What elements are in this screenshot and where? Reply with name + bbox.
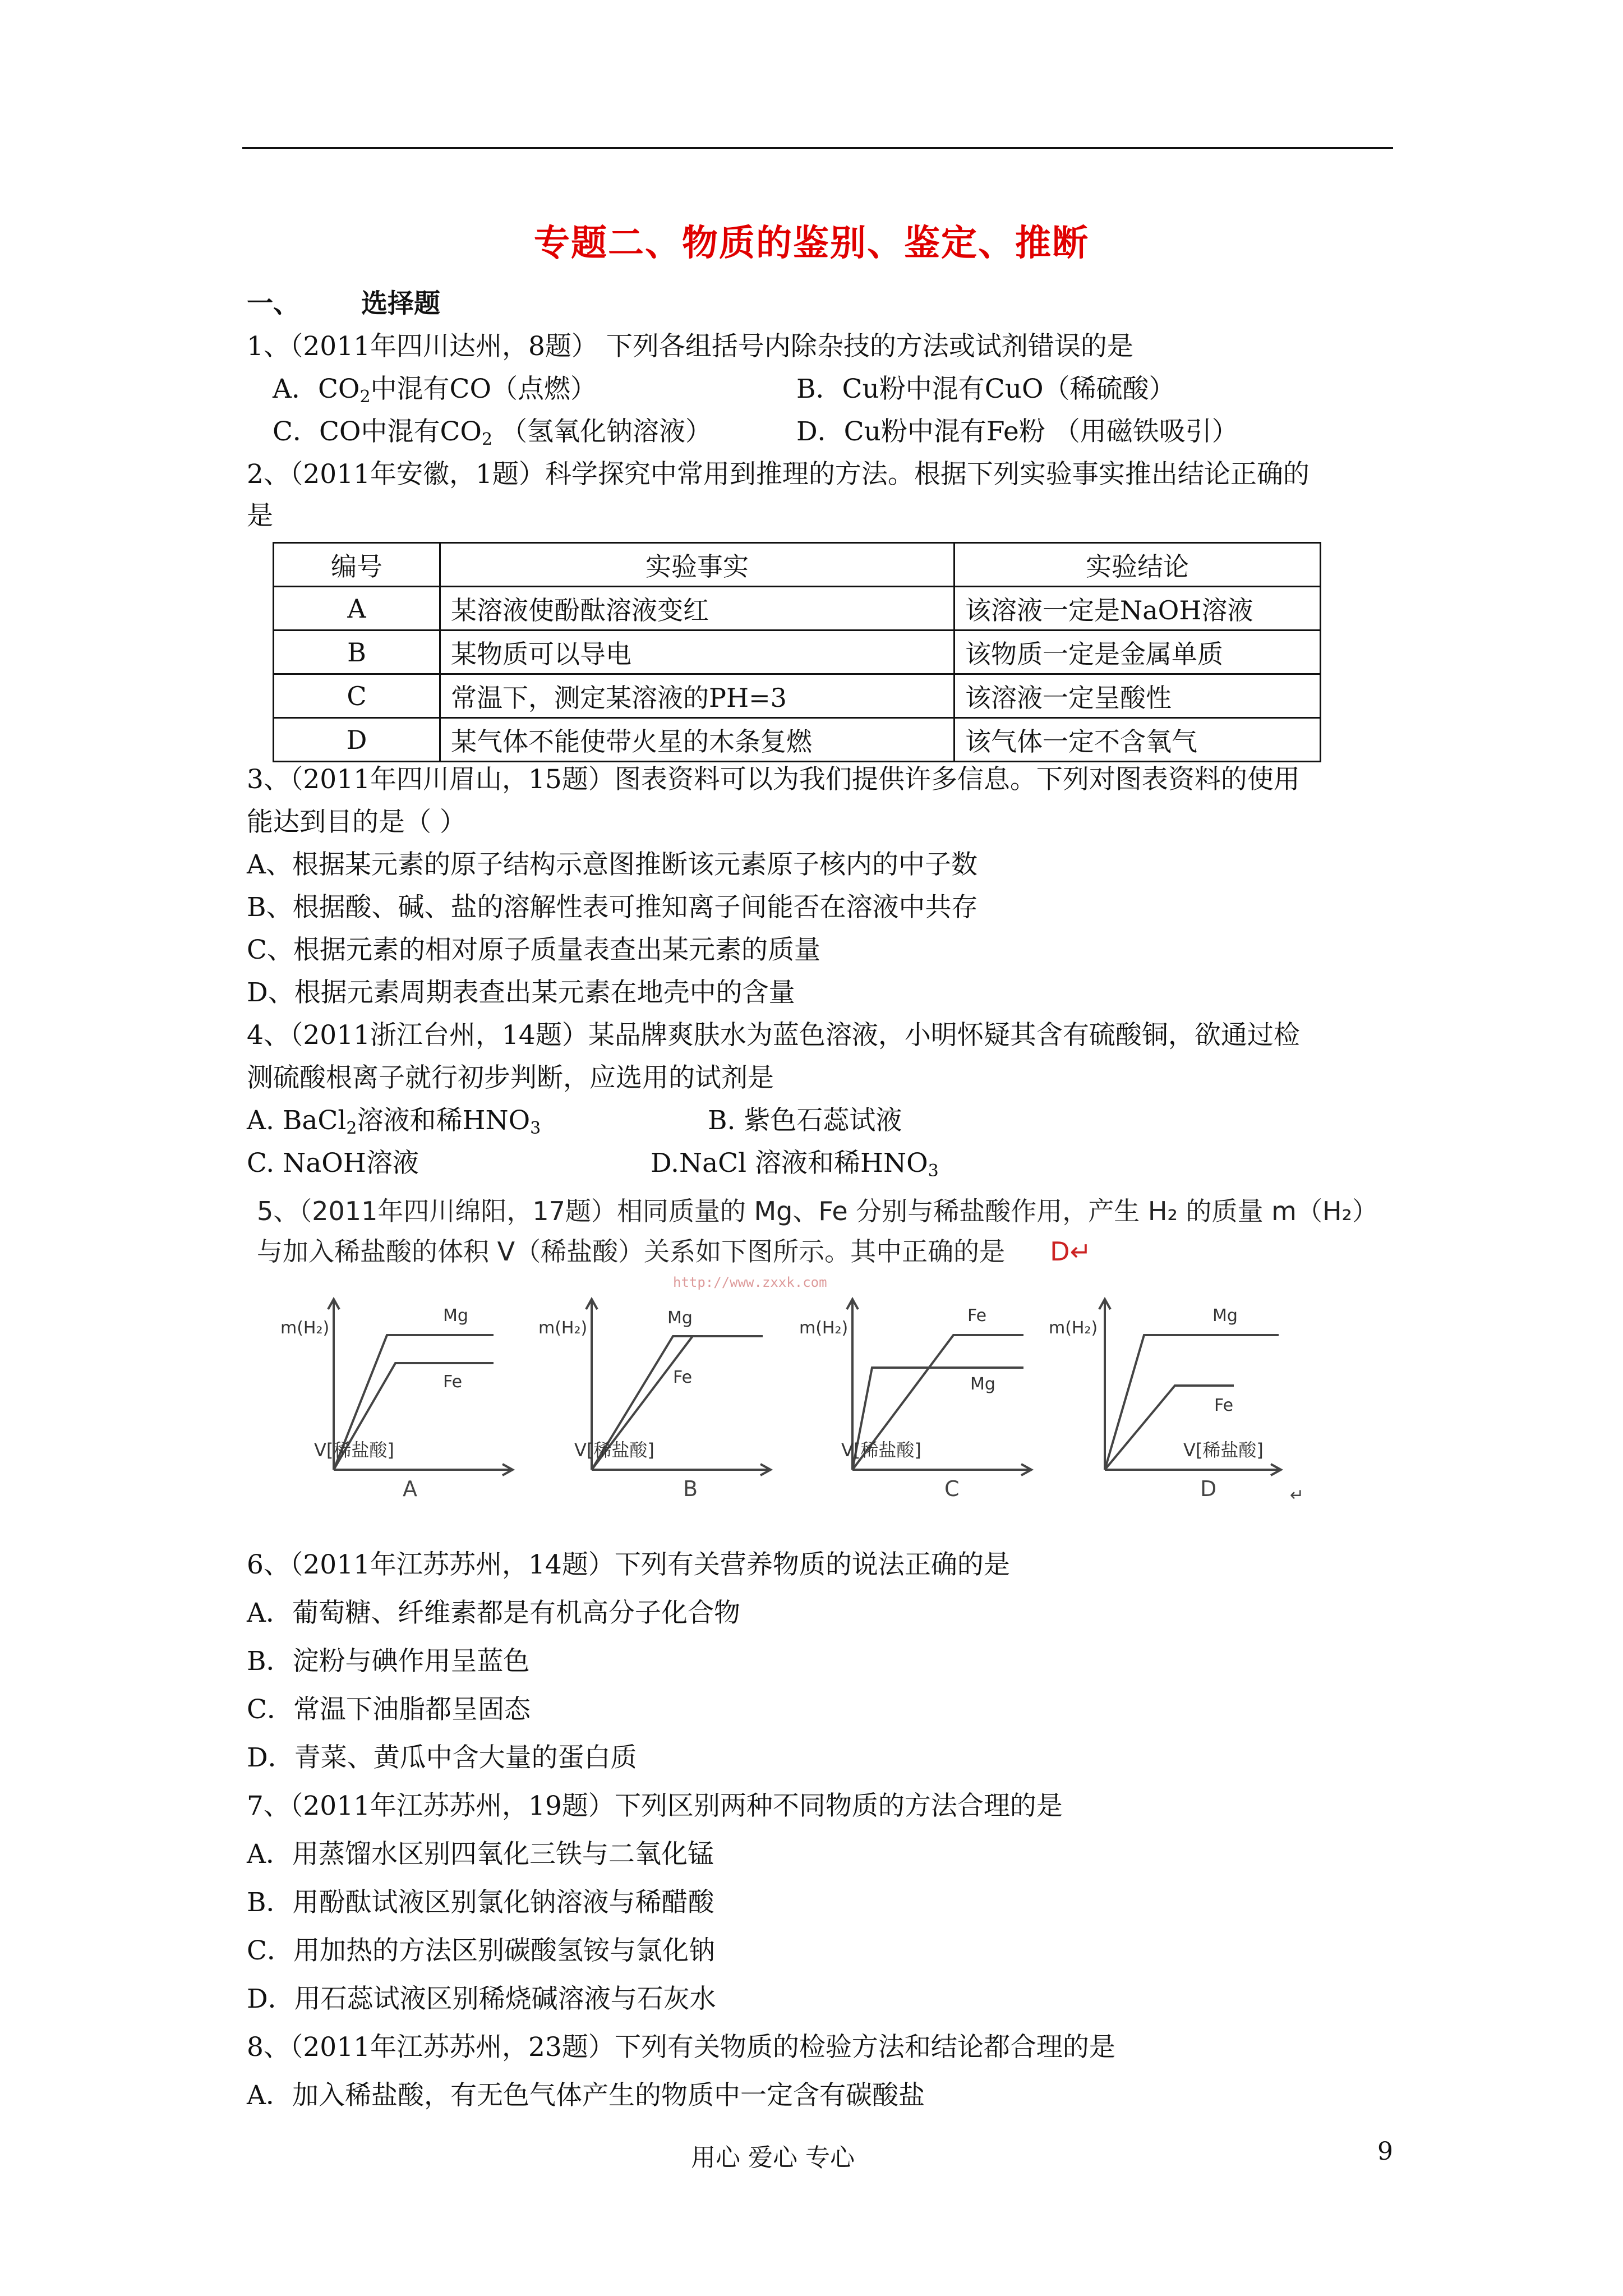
table-cell: 该溶液一定呈酸性 xyxy=(955,674,1321,718)
header-cell: 编号 xyxy=(274,543,440,587)
q1-option-b: B．Cu粉中混有CuO（稀硫酸） xyxy=(796,374,1175,404)
y-axis-label: m(H₂) xyxy=(538,1318,588,1338)
q1-option-c: C．CO中混有$CO_2$ （氢氧化钠溶液） xyxy=(273,416,712,449)
q4-option-a: A. BaCl$_2$溶液和稀$HNO_3$ xyxy=(247,1105,541,1138)
q6-stem: 6、（2011年江苏苏州，14题）下列有关营养物质的说法正确的是 xyxy=(247,1549,1010,1580)
y-axis-label: m(H₂) xyxy=(1049,1318,1098,1338)
q8-option-a: A．加入稀盐酸，有无色气体产生的物质中一定含有碳酸盐 xyxy=(247,2080,925,2111)
y-axis-label: m(H₂) xyxy=(280,1318,330,1338)
q1-option-a: A．$CO_2$中混有CO（点燃） xyxy=(273,374,597,407)
panel-label-c: C xyxy=(944,1476,960,1501)
series-label-mg: Mg xyxy=(443,1306,468,1326)
table-cell: 某溶液使酚酞溶液变红 xyxy=(440,587,955,631)
table-header-row xyxy=(274,543,1321,587)
section-heading xyxy=(247,287,440,321)
series-label-mg: Mg xyxy=(970,1374,995,1394)
q3-option-b: B、根据酸、碱、盐的溶解性表可推知离子间能否在溶液中共存 xyxy=(247,892,978,923)
q1-stem: 1、（2011年四川达州，8题） 下列各组括号内除杂技的方法或试剂错误的是 xyxy=(247,331,1133,362)
q6-option-c: C．常温下油脂都呈固态 xyxy=(247,1694,531,1725)
q8-stem: 8、（2011年江苏苏州，23题）下列有关物质的检验方法和结论都合理的是 xyxy=(247,2032,1115,2063)
q4-option-d: D.NaCl 溶液和稀$HNO_3$ xyxy=(651,1148,939,1181)
q2-stem-line2: 是 xyxy=(247,500,273,531)
q7-option-c: C．用加热的方法区别碳酸氢铵与氯化钠 xyxy=(247,1935,715,1966)
section-number: 一、 xyxy=(247,288,299,319)
q7-stem: 7、（2011年江苏苏州，19题）下列区别两种不同物质的方法合理的是 xyxy=(247,1791,1063,1821)
q3-option-a: A、根据某元素的原子结构示意图推断该元素原子核内的中子数 xyxy=(247,849,978,880)
table-row xyxy=(274,631,1321,674)
x-axis-label: V[稀盐酸] xyxy=(574,1439,654,1461)
q4-stem-line1: 4、（2011浙江台州，14题）某品牌爽肤水为蓝色溶液，小明怀疑其含有硫酸铜，欲通过检 xyxy=(247,1020,1300,1051)
series-label-fe: Fe xyxy=(967,1306,987,1326)
q6-option-b: B．淀粉与碘作用呈蓝色 xyxy=(247,1646,530,1677)
table-cell: 该物质一定是金属单质 xyxy=(955,631,1321,674)
table-cell: A xyxy=(274,587,440,631)
q5-end-mark: ↵ xyxy=(1290,1485,1304,1505)
footer-motto: 用心 爱心 专心 xyxy=(691,2143,855,2172)
q4-stem-line2: 测硫酸根离子就行初步判断，应选用的试剂是 xyxy=(247,1062,774,1093)
table-cell: 常温下，测定某溶液的PH=3 xyxy=(440,674,955,718)
table-row xyxy=(274,674,1321,718)
q5-stem-line1: 5、（2011年四川绵阳，17题）相同质量的 Mg、Fe 分别与稀盐酸作用，产生 H₂ 的质量 m（H₂） xyxy=(257,1196,1378,1226)
graph-c xyxy=(799,1285,1068,1487)
panel-label-d: D xyxy=(1200,1476,1217,1501)
q3-option-d: D、根据元素周期表查出某元素在地壳中的含量 xyxy=(247,977,795,1008)
q7-option-b: B．用酚酞试液区别氯化钠溶液与稀醋酸 xyxy=(247,1887,714,1918)
table-cell: 某物质可以导电 xyxy=(440,631,955,674)
panel-label-b: B xyxy=(683,1476,698,1501)
q4-option-b: B. 紫色石蕊试液 xyxy=(708,1105,902,1136)
page-number: 9 xyxy=(1377,2137,1393,2166)
table-row xyxy=(274,587,1321,631)
table-cell: D xyxy=(274,718,440,762)
graph-d-plot xyxy=(1043,1285,1312,1487)
table-cell: C xyxy=(274,674,440,718)
header-cell: 实验结论 xyxy=(955,543,1321,587)
x-axis-label: V[稀盐酸] xyxy=(1183,1439,1264,1461)
q7-option-a: A．用蒸馏水区别四氧化三铁与二氧化锰 xyxy=(247,1839,714,1870)
q6-option-d: D．青菜、黄瓜中含大量的蛋白质 xyxy=(247,1742,637,1773)
x-axis-label: V[稀盐酸] xyxy=(314,1439,394,1461)
q7-option-d: D．用石蕊试液区别稀烧碱溶液与石灰水 xyxy=(247,1984,716,2014)
q2-facts-table xyxy=(273,542,1321,762)
section-label: 选择题 xyxy=(361,288,440,319)
q2-stem-line1: 2、（2011年安徽，1题）科学探究中常用到推理的方法。根据下列实验事实推出结论正确的 xyxy=(247,459,1310,490)
q5-answer: D↵ xyxy=(1050,1236,1092,1267)
q1-option-d: D．Cu粉中混有Fe粉 （用磁铁吸引） xyxy=(796,416,1238,447)
watermark: http://www.zxxk.com xyxy=(673,1274,827,1290)
table-cell: 某气体不能使带火星的木条复燃 xyxy=(440,718,955,762)
x-axis-label: V[稀盐酸] xyxy=(841,1439,921,1461)
q3-stem-line2: 能达到目的是（ ） xyxy=(247,807,466,838)
table-row xyxy=(274,718,1321,762)
y-axis-label: m(H₂) xyxy=(799,1318,849,1338)
header-rule xyxy=(242,147,1393,149)
q4-option-c: C. NaOH溶液 xyxy=(247,1148,419,1179)
q3-stem-line1: 3、（2011年四川眉山，15题）图表资料可以为我们提供许多信息。下列对图表资料的使用 xyxy=(247,764,1300,795)
q5-stem-line2: 与加入稀盐酸的体积 V（稀盐酸）关系如下图所示。其中正确的是 D↵ xyxy=(257,1236,1092,1267)
graph-c-plot xyxy=(799,1285,1068,1487)
page-title: 专题二、物质的鉴别、鉴定、推断 xyxy=(534,223,1089,264)
table-cell: B xyxy=(274,631,440,674)
series-label-fe: Fe xyxy=(443,1372,463,1392)
series-label-fe: Fe xyxy=(1214,1396,1234,1415)
series-label-mg: Mg xyxy=(1212,1306,1238,1326)
table-cell: 该气体一定不含氧气 xyxy=(955,718,1321,762)
q3-option-c: C、根据元素的相对原子质量表查出某元素的质量 xyxy=(247,935,820,965)
q6-option-a: A．葡萄糖、纤维素都是有机高分子化合物 xyxy=(247,1598,740,1628)
graph-d xyxy=(1043,1285,1312,1487)
panel-label-a: A xyxy=(403,1476,417,1501)
header-cell: 实验事实 xyxy=(440,543,955,587)
table-cell: 该溶液一定是NaOH溶液 xyxy=(955,587,1321,631)
series-label-mg: Mg xyxy=(667,1308,693,1328)
series-label-fe: Fe xyxy=(673,1368,693,1387)
